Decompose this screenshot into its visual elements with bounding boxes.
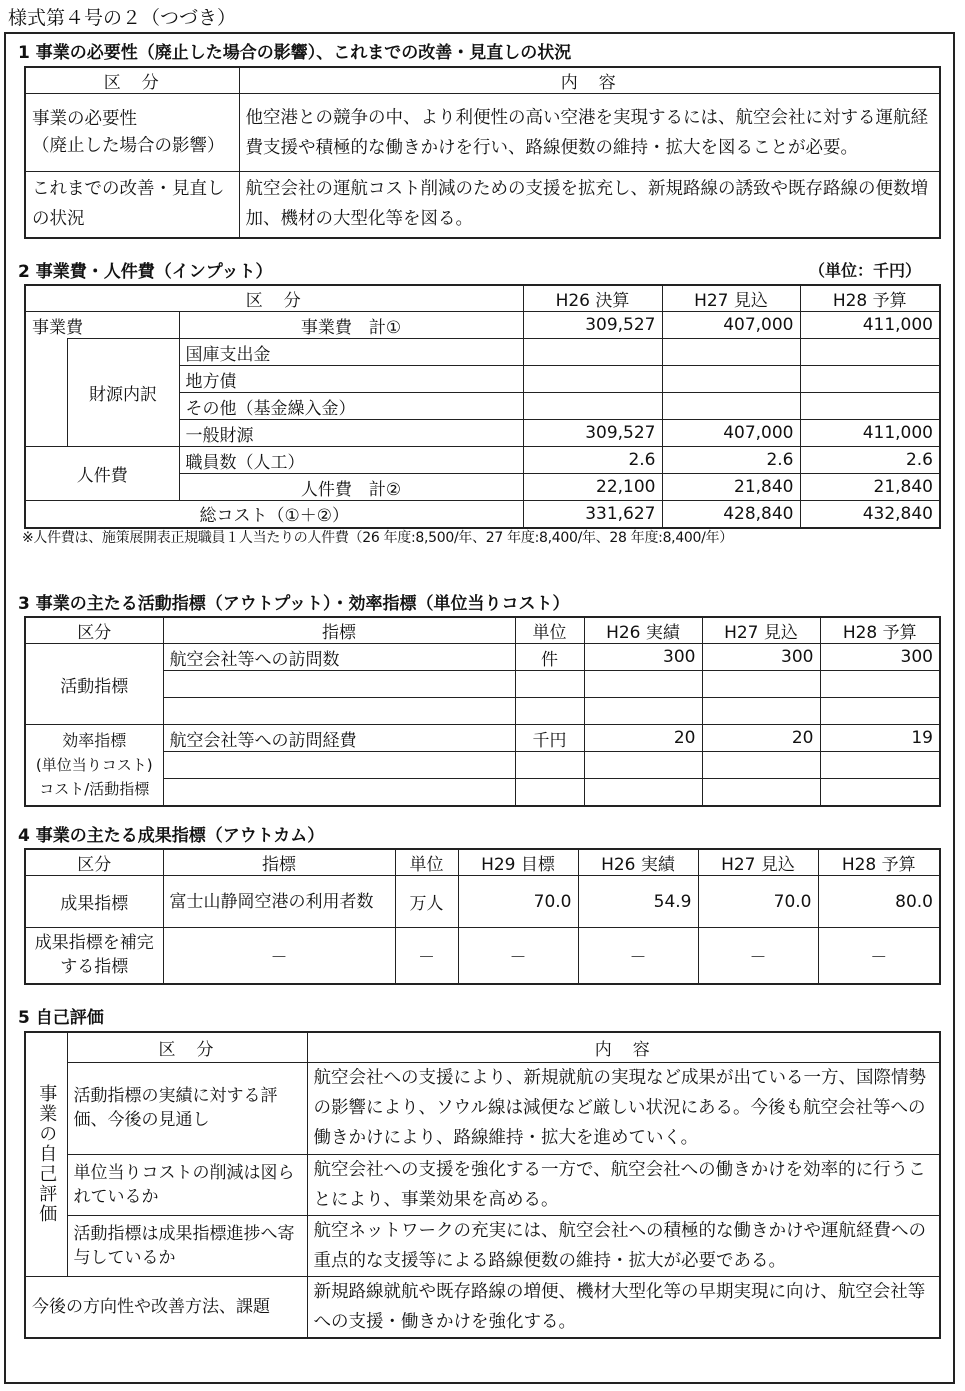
- self-evaluation-table: [24, 1031, 941, 1339]
- eval-label-1: 活動指標の実績に対する評価、今後の見通し: [67, 1062, 307, 1154]
- hokan-unit: －: [395, 928, 458, 984]
- jigyohi-total-h26: 309,527: [523, 312, 662, 339]
- col-kubun: 区 分: [25, 67, 239, 94]
- shokuin-label: 職員数（人工）: [179, 447, 523, 474]
- eval-content-1: 航空会社への支援により、新規就航の実現など成果が出ている一方、国際情勢の影響により、ソウル線は減便など厳しい状況にある。今後も航空会社等への働きかけにより、路線維持・拡大を進めていく。: [307, 1062, 940, 1154]
- section1-heading: 1 事業の必要性（廃止した場合の影響）、これまでの改善・見直しの状況: [18, 43, 572, 63]
- total-cost-label: 総コスト（①＋②）: [25, 501, 523, 528]
- future-label: 今後の方向性や改善方法、課題: [25, 1276, 307, 1338]
- katsudo-name: 航空会社等への訪問数: [163, 644, 515, 671]
- jinkenhi-total-h27: 21,840: [662, 474, 800, 501]
- katsudo-unit: 件: [515, 644, 584, 671]
- seika-h26: 54.9: [578, 876, 698, 928]
- col-tani: 単位: [395, 849, 458, 876]
- col-h27: H27 見込: [662, 285, 800, 312]
- col-kubun: 区 分: [67, 1032, 307, 1062]
- ippan-h28: 411,000: [800, 420, 940, 447]
- koritsu-h27: 20: [702, 725, 820, 752]
- koritsu-label-line2: (単位当りコスト): [35, 755, 153, 774]
- section4-heading: 4 事業の主たる成果指標（アウトカム）: [18, 826, 325, 846]
- jigyohi-total-label: 事業費 計①: [179, 312, 523, 339]
- ippan-h27: 407,000: [662, 420, 800, 447]
- hokan-h27: －: [698, 928, 818, 984]
- hokan-label: 成果指標を補完する指標: [25, 928, 163, 984]
- col-naiyo: 内 容: [239, 67, 940, 94]
- col-h27: H27 見込: [702, 617, 820, 644]
- hokan-name: －: [163, 928, 395, 984]
- necessity-content: 他空港との競争の中、より利便性の高い空港を実現するには、航空会社に対する運航経費支援や積極的な働きかけを行い、路線便数の維持・拡大を図ることが必要。: [239, 94, 940, 172]
- jigyohi-total-h27: 407,000: [662, 312, 800, 339]
- improvement-label: これまでの改善・見直しの状況: [25, 172, 239, 238]
- col-h26: H26 実績: [578, 849, 698, 876]
- total-cost-h28: 432,840: [800, 501, 940, 528]
- total-cost-h27: 428,840: [662, 501, 800, 528]
- seika-unit: 万人: [395, 876, 458, 928]
- eval-content-2: 航空会社への支援を強化する一方で、航空会社への働きかけを効率的に行うことにより、事業効果を高める。: [307, 1154, 940, 1215]
- koritsu-label-line3: コスト/活動指標: [39, 779, 150, 798]
- katsudo-h27: 300: [702, 644, 820, 671]
- col-kubun: 区 分: [25, 285, 523, 312]
- koritsu-name: 航空会社等への訪問経費: [163, 725, 515, 752]
- chihosai-label: 地方債: [179, 366, 523, 393]
- hokan-h28: －: [818, 928, 940, 984]
- shokuin-h28: 2.6: [800, 447, 940, 474]
- katsudo-label: 活動指標: [25, 644, 163, 725]
- section3-heading: 3 事業の主たる活動指標（アウトプット）・効率指標（単位当りコスト）: [18, 594, 570, 614]
- koritsu-h28: 19: [820, 725, 940, 752]
- col-kubun: 区分: [25, 849, 163, 876]
- jinkenhi-total-h28: 21,840: [800, 474, 940, 501]
- ippan-h26: 309,527: [523, 420, 662, 447]
- necessity-table: [24, 66, 941, 239]
- hokan-h26: －: [578, 928, 698, 984]
- col-h28: H28 予算: [820, 617, 940, 644]
- seika-h27: 70.0: [698, 876, 818, 928]
- sonota-label: その他（基金繰入金）: [179, 393, 523, 420]
- improvement-content: 航空会社の運航コスト削減のための支援を拡充し、新規路線の誘致や既存路線の便数増加、機材の大型化等を図る。: [239, 172, 940, 238]
- shokuin-h27: 2.6: [662, 447, 800, 474]
- zaigen-label: 財源内訳: [67, 339, 179, 447]
- section2-heading: 2 事業費・人件費（インプット）: [18, 262, 273, 282]
- col-shihyo: 指標: [163, 849, 395, 876]
- col-tani: 単位: [515, 617, 584, 644]
- hokan-h29: －: [458, 928, 578, 984]
- col-h28: H28 予算: [818, 849, 940, 876]
- jinkenhi-total-h26: 22,100: [523, 474, 662, 501]
- col-h26: H26 決算: [523, 285, 662, 312]
- outcome-table: [24, 848, 941, 985]
- page-title: 様式第４号の２（つづき）: [8, 7, 237, 29]
- koritsu-unit: 千円: [515, 725, 584, 752]
- col-shihyo: 指標: [163, 617, 515, 644]
- katsudo-h26: 300: [584, 644, 702, 671]
- cost-table: [24, 284, 941, 529]
- cost-footnote: ※人件費は、施策展開表正規職員１人当たりの人件費（26 年度:8,500/年、27 年度:8,400/年、28 年度:8,400/年）: [22, 530, 733, 546]
- total-cost-h26: 331,627: [523, 501, 662, 528]
- jigyohi-label: 事業費: [25, 312, 179, 339]
- koritsu-h26: 20: [584, 725, 702, 752]
- col-h26: H26 実績: [584, 617, 702, 644]
- unit-note: （単位：千円）: [808, 261, 921, 280]
- jinkenhi-label: 人件費: [25, 447, 179, 501]
- seika-label: 成果指標: [25, 876, 163, 928]
- ippan-label: 一般財源: [179, 420, 523, 447]
- seika-h29: 70.0: [458, 876, 578, 928]
- necessity-label: 事業の必要性 （廃止した場合の影響）: [25, 94, 239, 172]
- koritsu-label: [25, 725, 163, 806]
- col-h28: H28 予算: [800, 285, 940, 312]
- col-h27: H27 見込: [698, 849, 818, 876]
- col-h29: H29 目標: [458, 849, 578, 876]
- jigyohi-total-h28: 411,000: [800, 312, 940, 339]
- katsudo-h28: 300: [820, 644, 940, 671]
- kokko-label: 国庫支出金: [179, 339, 523, 366]
- eval-label-2: 単位当りコストの削減は図られているか: [67, 1154, 307, 1215]
- seika-h28: 80.0: [818, 876, 940, 928]
- self-eval-side-label: 事業の自己評価: [25, 1032, 67, 1276]
- koritsu-label-line1: 効率指標: [62, 730, 127, 750]
- col-kubun: 区分: [25, 617, 163, 644]
- output-table: [24, 616, 941, 807]
- eval-content-3: 航空ネットワークの充実には、航空会社への積極的な働きかけや運航経費への重点的な支援等による路線便数の維持・拡大が必要である。: [307, 1215, 940, 1276]
- jinkenhi-total-label: 人件費 計②: [179, 474, 523, 501]
- shokuin-h26: 2.6: [523, 447, 662, 474]
- seika-name: 富士山静岡空港の利用者数: [163, 876, 395, 928]
- eval-label-3: 活動指標は成果指標進捗へ寄与しているか: [67, 1215, 307, 1276]
- future-content: 新規路線就航や既存路線の増便、機材大型化等の早期実現に向け、航空会社等への支援・働きかけを強化する。: [307, 1276, 940, 1338]
- section5-heading: 5 自己評価: [18, 1008, 104, 1028]
- col-naiyo: 内 容: [307, 1032, 940, 1062]
